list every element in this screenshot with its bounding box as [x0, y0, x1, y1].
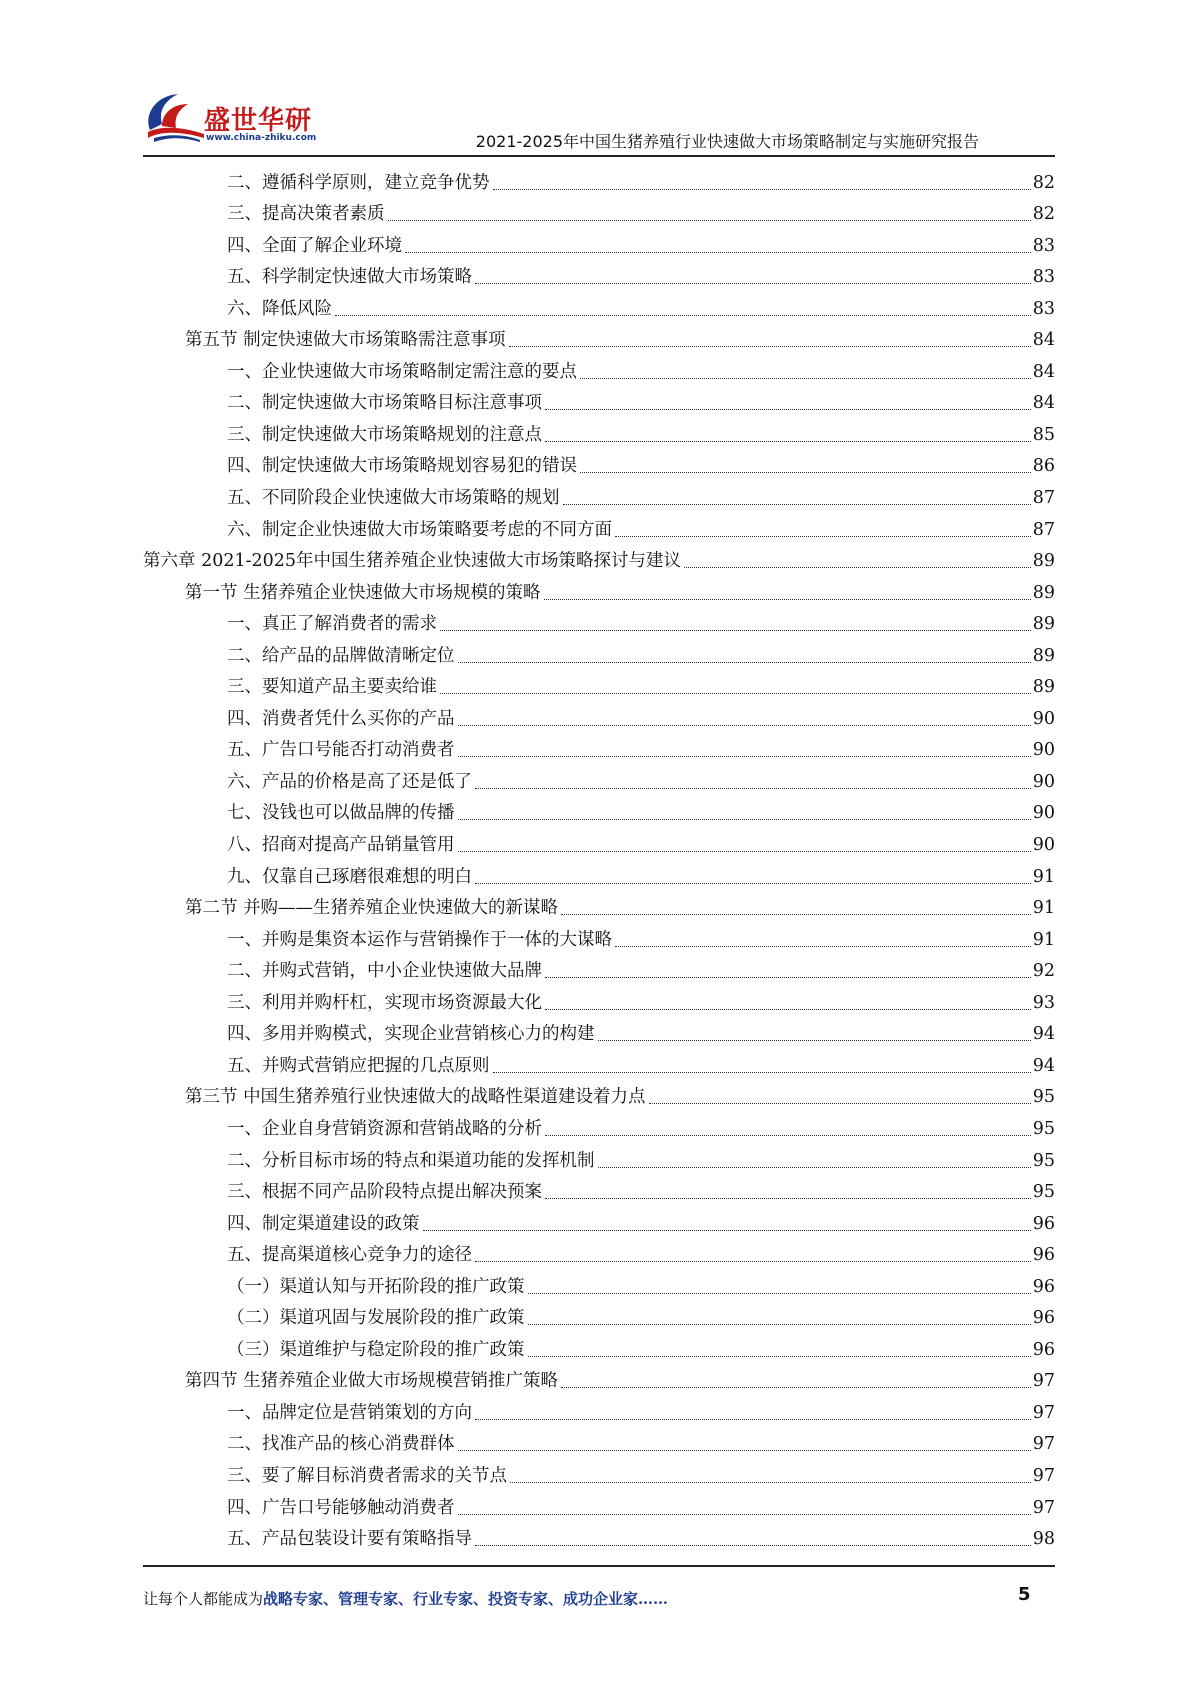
toc-entry[interactable] — [143, 573, 1055, 605]
toc-entry[interactable] — [143, 1236, 1055, 1268]
toc-entry-title: 七、没钱也可以做品牌的传播 — [227, 803, 455, 824]
toc-entry[interactable] — [143, 889, 1055, 921]
toc-entry-title: 五、并购式营销应把握的几点原则 — [227, 1055, 490, 1076]
toc-entry[interactable] — [143, 952, 1055, 984]
toc-dot-leader — [493, 1071, 1031, 1073]
toc-entry-page: 90 — [1032, 771, 1055, 792]
toc-entry-page: 90 — [1032, 740, 1055, 761]
toc-entry-title: 一、真正了解消费者的需求 — [227, 614, 437, 635]
toc-entry-page: 89 — [1032, 645, 1055, 666]
toc-entry[interactable] — [143, 668, 1055, 700]
toc-entry-page: 90 — [1032, 708, 1055, 729]
toc-entry-title: 三、提高决策者素质 — [227, 204, 385, 225]
footer-motto — [143, 1588, 668, 1609]
toc-entry-title: 五、不同阶段企业快速做大市场策略的规划 — [227, 488, 560, 509]
toc-entry[interactable] — [143, 762, 1055, 794]
toc-entry-page: 87 — [1032, 488, 1055, 509]
toc-dot-leader — [475, 1544, 1031, 1546]
toc-dot-leader — [545, 976, 1031, 978]
toc-entry[interactable] — [143, 920, 1055, 952]
table-of-contents — [143, 163, 1055, 1551]
toc-entry-title: 第一节 生猪养殖企业快速做大市场规模的策略 — [185, 582, 541, 603]
toc-entry[interactable] — [143, 352, 1055, 384]
toc-entry-page: 91 — [1032, 866, 1055, 887]
toc-entry-title: 一、品牌定位是营销策划的方向 — [227, 1402, 472, 1423]
toc-entry-page: 96 — [1032, 1308, 1055, 1329]
toc-entry[interactable] — [143, 825, 1055, 857]
toc-dot-leader — [598, 1039, 1031, 1041]
toc-dot-leader — [545, 1197, 1031, 1199]
toc-entry[interactable] — [143, 1141, 1055, 1173]
toc-entry[interactable] — [143, 258, 1055, 290]
toc-dot-leader — [528, 1323, 1031, 1325]
toc-entry-title: 第五节 制定快速做大市场策略需注意事项 — [185, 330, 506, 351]
toc-entry-page: 87 — [1032, 519, 1055, 540]
toc-dot-leader — [544, 598, 1031, 600]
toc-entry[interactable] — [143, 195, 1055, 227]
toc-entry[interactable] — [143, 478, 1055, 510]
toc-entry-title: 五、产品包装设计要有策略指导 — [227, 1529, 472, 1550]
toc-entry[interactable] — [143, 542, 1055, 574]
toc-entry-title: 第六章 2021-2025年中国生猪养殖企业快速做大市场策略探讨与建议 — [143, 551, 682, 572]
toc-entry-title: 九、仅靠自己琢磨很难想的明白 — [227, 866, 472, 887]
header-divider — [143, 155, 1055, 157]
toc-entry-page: 95 — [1032, 1150, 1055, 1171]
toc-entry-page: 82 — [1032, 204, 1055, 225]
toc-entry-title: 二、遵循科学原则，建立竞争优势 — [227, 172, 490, 193]
toc-dot-leader — [580, 377, 1031, 379]
toc-entry-title: 五、提高渠道核心竞争力的途径 — [227, 1245, 472, 1266]
toc-dot-leader — [440, 692, 1031, 694]
motto-prefix: 让每个人都能成为 — [143, 1590, 264, 1608]
toc-entry-page: 89 — [1032, 582, 1055, 603]
toc-dot-leader — [458, 1513, 1031, 1515]
toc-dot-leader — [649, 1102, 1031, 1104]
toc-entry-title: 第二节 并购——生猪养殖企业快速做大的新谋略 — [185, 898, 559, 919]
toc-entry[interactable] — [143, 289, 1055, 321]
logo-name: 盛世华研 — [204, 106, 313, 136]
toc-entry-page: 96 — [1032, 1245, 1055, 1266]
toc-entry-page: 91 — [1032, 898, 1055, 919]
toc-entry-title: 四、全面了解企业环境 — [227, 235, 402, 256]
toc-entry-page: 94 — [1032, 1024, 1055, 1045]
toc-entry[interactable] — [143, 1520, 1055, 1552]
toc-dot-leader — [545, 1134, 1031, 1136]
toc-dot-leader — [545, 440, 1031, 442]
toc-entry-title: （二）渠道巩固与发展阶段的推广政策 — [227, 1308, 525, 1329]
toc-entry-page: 96 — [1032, 1213, 1055, 1234]
page-header — [0, 0, 1191, 160]
toc-entry-page: 93 — [1032, 992, 1055, 1013]
toc-entry-title: 一、企业自身营销资源和营销战略的分析 — [227, 1118, 542, 1139]
toc-entry[interactable] — [143, 1456, 1055, 1488]
toc-entry[interactable] — [143, 384, 1055, 416]
toc-dot-leader — [545, 408, 1031, 410]
toc-dot-leader — [475, 282, 1031, 284]
toc-dot-leader — [458, 1449, 1031, 1451]
toc-entry-title: 四、制定渠道建设的政策 — [227, 1213, 420, 1234]
toc-entry-page: 90 — [1032, 835, 1055, 856]
toc-entry[interactable] — [143, 1046, 1055, 1078]
toc-entry-title: 第四节 生猪养殖企业做大市场规模营销推广策略 — [185, 1371, 559, 1392]
toc-entry-page: 97 — [1032, 1402, 1055, 1423]
toc-entry[interactable] — [143, 1330, 1055, 1362]
toc-entry[interactable] — [143, 1488, 1055, 1520]
toc-dot-leader — [509, 345, 1031, 347]
toc-entry-title: 二、分析目标市场的特点和渠道功能的发挥机制 — [227, 1150, 595, 1171]
toc-entry-page: 89 — [1032, 614, 1055, 635]
toc-entry-title: 八、招商对提高产品销量管用 — [227, 835, 455, 856]
toc-dot-leader — [475, 1418, 1031, 1420]
toc-dot-leader — [458, 661, 1031, 663]
toc-entry[interactable] — [143, 447, 1055, 479]
toc-dot-leader — [423, 1229, 1031, 1231]
toc-entry-page: 84 — [1032, 361, 1055, 382]
toc-entry-page: 96 — [1032, 1339, 1055, 1360]
toc-entry-page: 97 — [1032, 1497, 1055, 1518]
toc-entry-page: 98 — [1032, 1529, 1055, 1550]
toc-dot-leader — [580, 471, 1031, 473]
logo-url: www.china-zhiku.com — [206, 133, 317, 143]
toc-entry-page: 97 — [1032, 1434, 1055, 1455]
toc-entry-page: 86 — [1032, 456, 1055, 477]
toc-entry[interactable] — [143, 1173, 1055, 1205]
toc-entry-page: 90 — [1032, 803, 1055, 824]
toc-entry[interactable] — [143, 415, 1055, 447]
toc-entry[interactable] — [143, 983, 1055, 1015]
toc-entry[interactable] — [143, 1204, 1055, 1236]
toc-entry-page: 95 — [1032, 1118, 1055, 1139]
toc-entry-title: 四、多用并购模式，实现企业营销核心力的构建 — [227, 1024, 595, 1045]
toc-entry[interactable] — [143, 321, 1055, 353]
toc-entry[interactable] — [143, 1078, 1055, 1110]
toc-entry-page: 83 — [1032, 267, 1055, 288]
toc-entry[interactable] — [143, 1299, 1055, 1331]
toc-entry[interactable] — [143, 1015, 1055, 1047]
toc-dot-leader — [458, 724, 1031, 726]
report-title: 2021-2025年中国生猪养殖行业快速做大市场策略制定与实施研究报告 — [475, 132, 979, 151]
toc-dot-leader — [388, 219, 1031, 221]
toc-dot-leader — [528, 1292, 1031, 1294]
toc-entry[interactable] — [143, 1393, 1055, 1425]
toc-dot-leader — [475, 787, 1031, 789]
toc-entry-title: 六、制定企业快速做大市场策略要考虑的不同方面 — [227, 519, 612, 540]
toc-entry-page: 89 — [1032, 551, 1055, 572]
page-number: 5 — [1018, 1584, 1031, 1605]
toc-entry[interactable] — [143, 636, 1055, 668]
motto-highlight: 战略专家、管理专家、行业专家、投资专家、成功企业家 — [263, 1590, 639, 1608]
toc-dot-leader — [528, 1355, 1031, 1357]
toc-dot-leader — [615, 535, 1031, 537]
toc-dot-leader — [475, 1260, 1031, 1262]
toc-dot-leader — [563, 503, 1031, 505]
toc-dot-leader — [561, 1386, 1031, 1388]
toc-entry[interactable] — [143, 857, 1055, 889]
motto-suffix: …… — [638, 1590, 669, 1608]
toc-entry-title: 三、根据不同产品阶段特点提出解决预案 — [227, 1182, 542, 1203]
toc-dot-leader — [493, 188, 1031, 190]
toc-entry-title: 三、要知道产品主要卖给谁 — [227, 677, 437, 698]
toc-entry-title: 二、给产品的品牌做清晰定位 — [227, 645, 455, 666]
toc-dot-leader — [335, 314, 1031, 316]
toc-entry-title: 二、找准产品的核心消费群体 — [227, 1434, 455, 1455]
toc-entry-page: 97 — [1032, 1371, 1055, 1392]
toc-dot-leader — [458, 755, 1031, 757]
toc-entry-page: 96 — [1032, 1276, 1055, 1297]
toc-entry[interactable] — [143, 699, 1055, 731]
toc-entry-title: 五、科学制定快速做大市场策略 — [227, 267, 472, 288]
toc-entry-page: 91 — [1032, 929, 1055, 950]
toc-entry-page: 97 — [1032, 1465, 1055, 1486]
toc-dot-leader — [684, 566, 1031, 568]
toc-entry[interactable] — [143, 163, 1055, 195]
toc-entry-title: 四、广告口号能够触动消费者 — [227, 1497, 455, 1518]
toc-entry-page: 89 — [1032, 677, 1055, 698]
toc-entry[interactable] — [143, 731, 1055, 763]
toc-entry-page: 82 — [1032, 172, 1055, 193]
toc-dot-leader — [458, 850, 1031, 852]
toc-entry-title: 五、广告口号能否打动消费者 — [227, 740, 455, 761]
toc-entry-title: 四、消费者凭什么买你的产品 — [227, 708, 455, 729]
toc-entry-title: （一）渠道认知与开拓阶段的推广政策 — [227, 1276, 525, 1297]
toc-entry-page: 84 — [1032, 330, 1055, 351]
toc-entry-page: 85 — [1032, 424, 1055, 445]
toc-entry-title: 四、制定快速做大市场策略规划容易犯的错误 — [227, 456, 577, 477]
toc-dot-leader — [545, 1008, 1031, 1010]
toc-dot-leader — [405, 251, 1031, 253]
toc-entry-title: 三、制定快速做大市场策略规划的注意点 — [227, 424, 542, 445]
company-logo-icon — [140, 86, 212, 146]
toc-entry-title: 第三节 中国生猪养殖行业快速做大的战略性渠道建设着力点 — [185, 1087, 646, 1108]
toc-entry-page: 83 — [1032, 235, 1055, 256]
toc-entry-title: 二、制定快速做大市场策略目标注意事项 — [227, 393, 542, 414]
toc-entry-page: 92 — [1032, 961, 1055, 982]
toc-entry[interactable] — [143, 1109, 1055, 1141]
toc-dot-leader — [561, 913, 1031, 915]
toc-entry[interactable] — [143, 1425, 1055, 1457]
toc-entry-title: 一、并购是集资本运作与营销操作于一体的大谋略 — [227, 929, 612, 950]
toc-entry-title: 六、产品的价格是高了还是低了 — [227, 771, 472, 792]
toc-entry[interactable] — [143, 794, 1055, 826]
toc-entry-title: （三）渠道维护与稳定阶段的推广政策 — [227, 1339, 525, 1360]
toc-entry-page: 84 — [1032, 393, 1055, 414]
toc-entry-page: 95 — [1032, 1182, 1055, 1203]
toc-entry-page: 94 — [1032, 1055, 1055, 1076]
toc-entry-page: 95 — [1032, 1087, 1055, 1108]
toc-entry[interactable] — [143, 605, 1055, 637]
toc-entry[interactable] — [143, 510, 1055, 542]
toc-entry-title: 二、并购式营销，中小企业快速做大品牌 — [227, 961, 542, 982]
toc-entry[interactable] — [143, 1267, 1055, 1299]
toc-entry-title: 六、降低风险 — [227, 298, 332, 319]
toc-entry-title: 三、利用并购杆杠，实现市场资源最大化 — [227, 992, 542, 1013]
toc-entry-title: 一、企业快速做大市场策略制定需注意的要点 — [227, 361, 577, 382]
toc-dot-leader — [475, 882, 1031, 884]
toc-entry[interactable] — [143, 226, 1055, 258]
footer-divider — [143, 1565, 1055, 1567]
toc-dot-leader — [598, 1166, 1031, 1168]
toc-dot-leader — [510, 1481, 1031, 1483]
toc-dot-leader — [440, 629, 1031, 631]
toc-entry-page: 83 — [1032, 298, 1055, 319]
toc-dot-leader — [615, 945, 1031, 947]
toc-dot-leader — [458, 818, 1031, 820]
toc-entry[interactable] — [143, 1362, 1055, 1394]
toc-entry-title: 三、要了解目标消费者需求的关节点 — [227, 1465, 507, 1486]
